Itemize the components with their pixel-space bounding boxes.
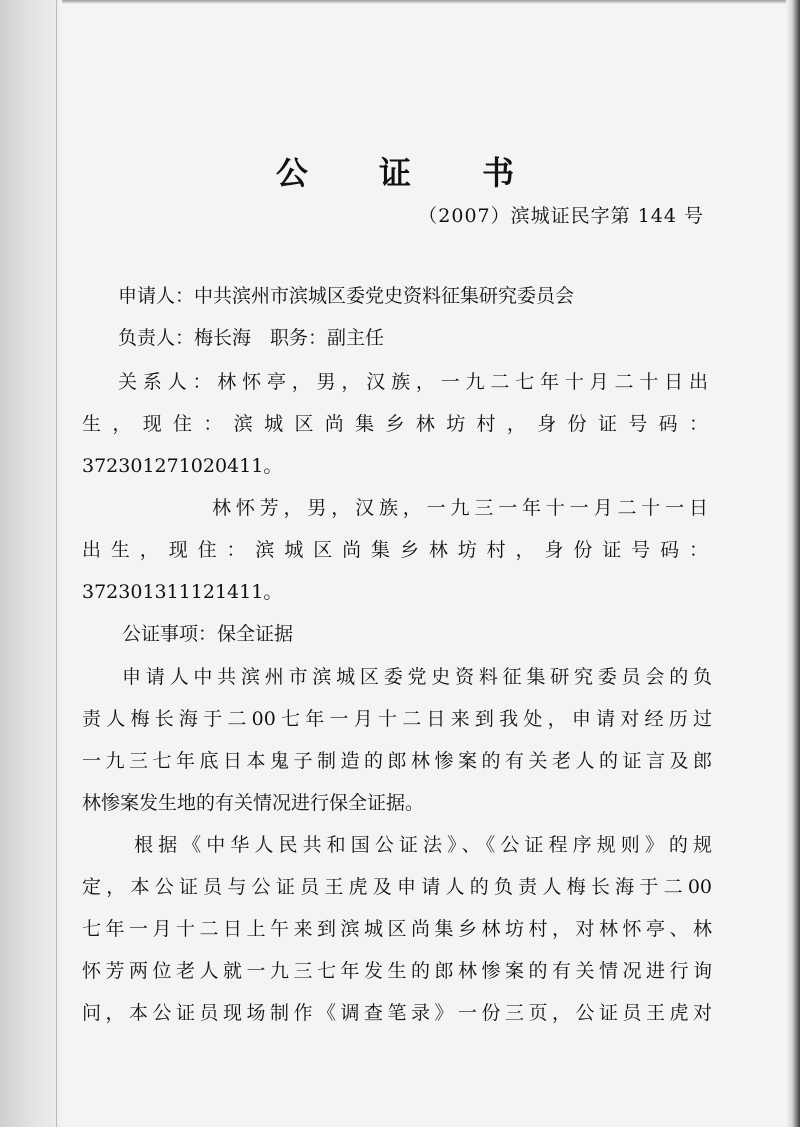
document-number: （2007）滨城证民字第 144 号 xyxy=(418,205,704,227)
scan-top-edge xyxy=(0,0,800,4)
paragraph-2-line-5: 问，本公证员现场制作《调查笔录》一份三页，公证员王虎对 xyxy=(82,1002,712,1024)
paragraph-1-line-1: 申请人中共滨州市滨城区委党史资料征集研究委员会的负 xyxy=(122,666,712,688)
paragraph-2-line-1: 根据《中华人民共和国公证法》、《公证程序规则》的规 xyxy=(134,834,712,856)
matter-line: 公证事项：保全证据 xyxy=(122,623,294,645)
paragraph-2-line-3: 七年一月十二日上午来到滨城区尚集乡林坊村，对林怀亭、林 xyxy=(82,918,712,940)
contact-2-id: 372301311121411。 xyxy=(82,581,283,603)
paragraph-1-line-3: 一九三七年底日本鬼子制造的郎林惨案的有关老人的证言及郎 xyxy=(82,750,712,772)
applicant-line: 申请人：中共滨州市滨城区委党史资料征集研究委员会 xyxy=(118,285,575,307)
paragraph-1-line-2: 责人梅长海于二00七年一月十二日来到我处，申请对经历过 xyxy=(82,708,712,730)
paragraph-2-line-2: 定，本公证员与公证员王虎及申请人的负责人梅长海于二00 xyxy=(82,876,712,898)
contact-2-line-b: 出生，现住：滨城区尚集乡林坊村，身份证号码： xyxy=(82,539,708,561)
responsible-line: 负责人：梅长海 职务：副主任 xyxy=(118,327,385,349)
paragraph-2-line-4: 怀芳两位老人就一九三七年发生的郎林惨案的有关情况进行询 xyxy=(82,960,712,982)
contact-1-id: 372301271020411。 xyxy=(82,455,283,477)
paragraph-1-line-4: 林惨案发生地的有关情况进行保全证据。 xyxy=(82,792,425,814)
contact-1-line-b: 生，现住：滨城区尚集乡林坊村，身份证号码： xyxy=(82,413,708,435)
contact-2-line-a: 林怀芳，男，汉族，一九三一年十一月二十一日 xyxy=(212,497,708,519)
document-title: 公 证 书 xyxy=(275,154,545,192)
contact-1-line-a: 关系人：林怀亭，男，汉族，一九二七年十月二十日出 xyxy=(118,371,708,393)
